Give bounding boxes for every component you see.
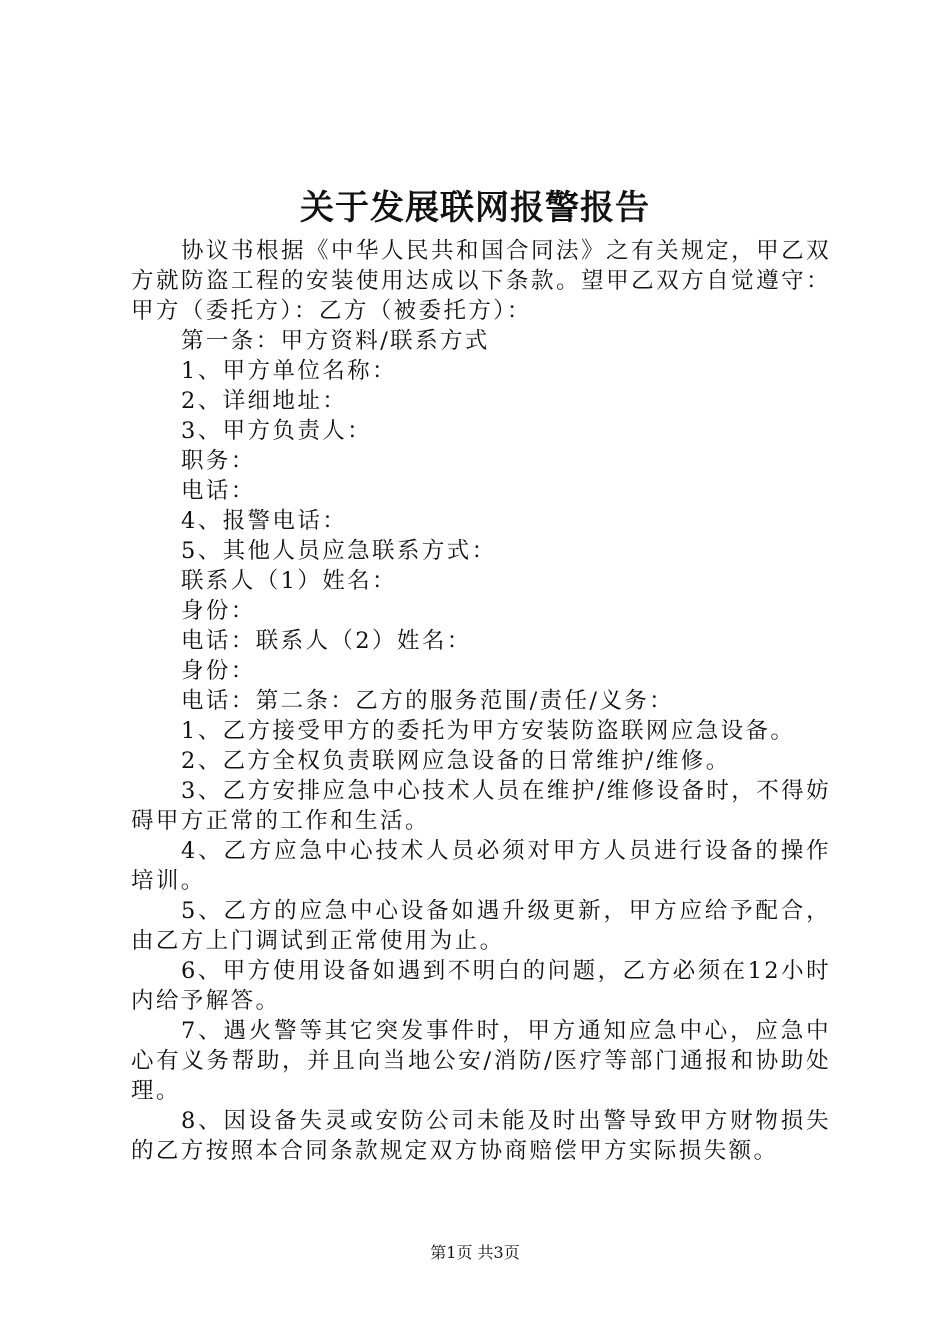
paragraph-intro: 协议书根据《中华人民共和国合同法》之有关规定，甲乙双方就防盗工程的安装使用达成以下条款。望甲乙双方自觉遵守：甲方（委托方）：乙方（被委托方）： — [131, 238, 831, 324]
paragraph-item: 电话： — [181, 478, 256, 504]
paragraph-item: 3、甲方负责人： — [181, 418, 373, 444]
paragraph-clause: 8、因设备失灵或安防公司未能及时出警导致甲方财物损失的乙方按照本合同条款规定双方协商赔偿甲方实际损失额。 — [131, 1108, 831, 1164]
paragraph-item: 职务： — [181, 448, 256, 474]
paragraph-item: 1、甲方单位名称： — [181, 358, 397, 384]
page-footer: 第1页 共3页 — [430, 1243, 520, 1262]
paragraph-item: 身份： — [181, 658, 256, 684]
paragraph-item: 联系人（1）姓名： — [181, 568, 397, 594]
paragraph-item: 电话：联系人（2）姓名： — [181, 628, 472, 654]
paragraph-item: 4、报警电话： — [181, 508, 348, 534]
paragraph-item: 2、详细地址： — [181, 388, 348, 414]
paragraph-clause: 5、乙方的应急中心设备如遇升级更新，甲方应给予配合，由乙方上门调试到正常使用为止。 — [131, 898, 831, 954]
paragraph-article-1-heading: 第一条：甲方资料/联系方式 — [181, 328, 490, 354]
paragraph-clause: 6、甲方使用设备如遇到不明白的问题，乙方必须在12小时内给予解答。 — [131, 958, 831, 1014]
paragraph-clause: 7、遇火警等其它突发事件时，甲方通知应急中心，应急中心有义务帮助，并且向当地公安/消防/医疗等部门通报和协助处理。 — [131, 1018, 831, 1104]
paragraph-clause: 1、乙方接受甲方的委托为甲方安装防盗联网应急设备。 — [181, 718, 796, 744]
document-body — [131, 236, 831, 1166]
document-title: 关于发展联网报警报告 — [300, 188, 650, 228]
paragraph-item: 身份： — [181, 598, 256, 624]
paragraph-clause: 3、乙方安排应急中心技术人员在维护/维修设备时，不得妨碍甲方正常的工作和生活。 — [131, 778, 831, 834]
paragraph-clause: 2、乙方全权负责联网应急设备的日常维护/维修。 — [181, 748, 731, 774]
paragraph-clause: 4、乙方应急中心技术人员必须对甲方人员进行设备的操作培训。 — [131, 838, 831, 894]
paragraph-item: 5、其他人员应急联系方式： — [181, 538, 497, 564]
paragraph-article-2-heading: 电话：第二条：乙方的服务范围/责任/义务： — [181, 688, 675, 714]
